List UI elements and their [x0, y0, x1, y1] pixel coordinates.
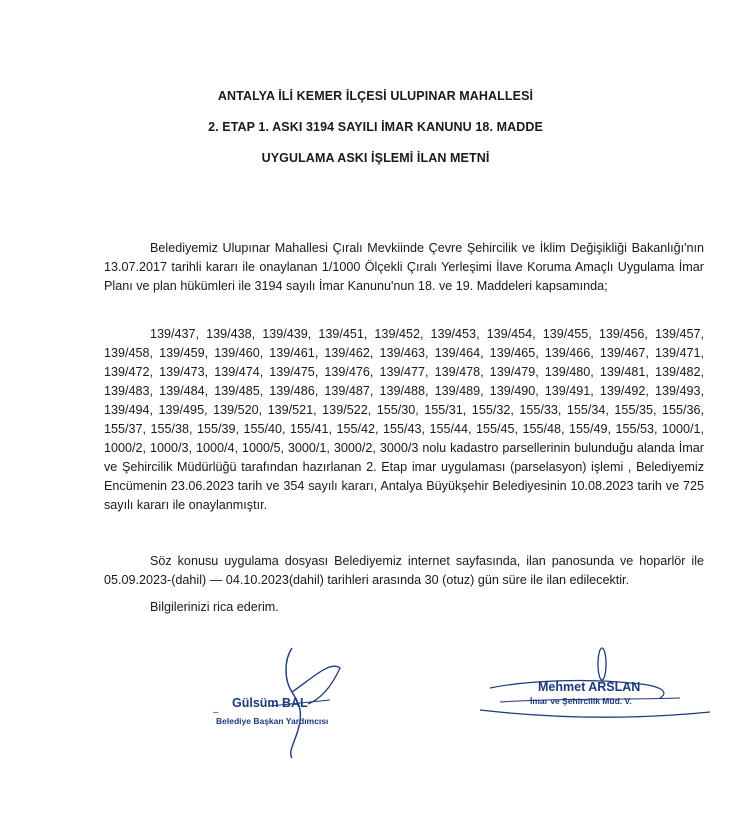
paragraph-announcement: Söz konusu uygulama dosyası Belediyemiz internet sayfasında, ilan panosunda ve hoparlör ile 05.09.2023-(dahil) — 04.10.2023(dahil) tarihleri arasında 30 (otuz) gün süre ile ilan edilecektir. [104, 554, 704, 587]
signature-block-right [470, 640, 720, 740]
header-line-2: 2. ETAP 1. ASKI 3194 SAYILI İMAR KANUNU 18. MADDE [208, 120, 543, 134]
signatory-title-left: Belediye Başkan Yardımcısı [216, 716, 329, 726]
signatory-name-right: Mehmet ARSLAN [538, 680, 641, 694]
closing-line: Bilgilerinizi rica ederim. [150, 600, 279, 614]
paragraph-intro: Belediyemiz Ulupınar Mahallesi Çıralı Mevkiinde Çevre Şehircilik ve İklim Değişikliği Bakanlığı'nın 13.07.2017 tarihli kararı ile onaylanan 1/1000 Ölçekli Çıralı Yerleşimi İlave Koruma Amaçlı Uygulama İmar Planı ve plan hükümleri ile 3194 sayılı İmar Kanunu'nun 18. ve 19. Maddeleri kapsamında; [104, 241, 704, 293]
dash-mark: – [213, 707, 219, 718]
signatory-name-left: Gülsüm BAL [232, 696, 308, 710]
header-line-1: ANTALYA İLİ KEMER İLÇESİ ULUPINAR MAHALLESİ [217, 89, 534, 103]
header-line-3: UYGULAMA ASKI İŞLEMİ İLAN METNİ [261, 151, 490, 165]
paragraph-parcels: 139/437, 139/438, 139/439, 139/451, 139/452, 139/453, 139/454, 139/455, 139/456, 139/457, 139/458, 139/459, 139/460, 139/461, 139/462, 139/463, 139/464, 139/465, 139/466, 139/467, 139/471, 139/472, 139/473, 139/474, 139/475, 139/476, 139/477, 139/478, 139/479, 139/480, 139/481, 139/482, 139/483, 139/484, 139/485, 139/486, 139/487, 139/488, 139/489, 139/490, 139/491, 139/492, 139/493, 139/494, 139/495, 139/520, 139/521, 139/522, 155/30, 155/31, 155/32, 155/33, 155/34, 155/35, 155/36, 155/37, 155/38, 155/39, 155/40, 155/41, 155/42, 155/43, 155/44, 155/45, 155/48, 155/49, 155/53, 1000/1, 1000/2, 1000/3, 1000/4, 1000/5, 3000/1, 3000/2, 3000/3 nolu kadastro parsellerinin bulunduğu alanda İmar ve Şehircilik Müdürlüğü tarafından hazırlanan 2. Etap imar uygulaması (parselasyon) işlemi , Belediyemiz Encümenin 23.06.2023 tarih ve 354 sayılı kararı, Antalya Büyükşehir Belediyesinin 10.08.2023 tarih ve 725 sayılı kararı ile onaylanmıştır. [104, 327, 704, 512]
signatory-title-right: İmar ve Şehircilik Müd. V. [530, 696, 632, 706]
signature-block-left [180, 640, 380, 760]
